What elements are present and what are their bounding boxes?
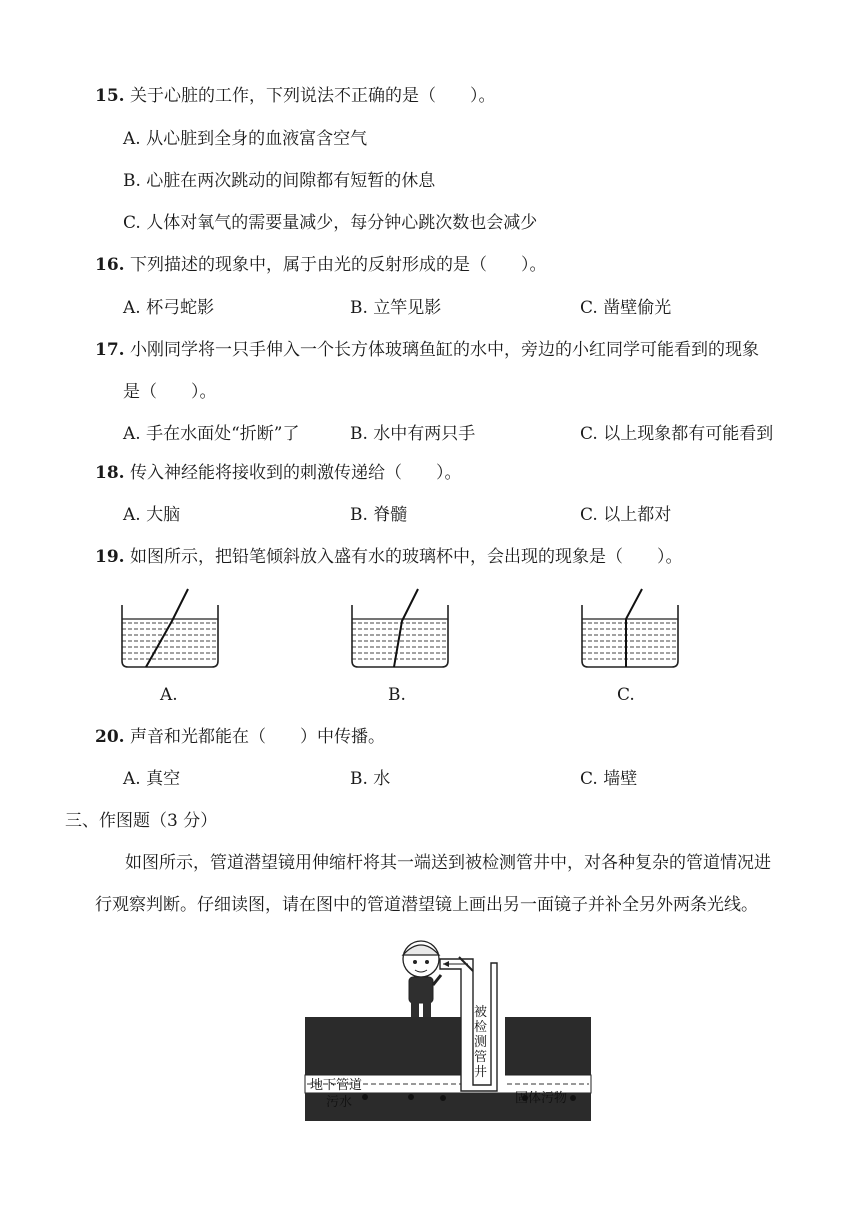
- q16-number: 16.: [95, 255, 125, 275]
- q15-text: 关于心脏的工作，下列说法不正确的是（ ）。: [129, 86, 496, 106]
- q19-stem: [95, 546, 682, 568]
- solid-waste-label: 固体污物: [515, 1091, 568, 1106]
- q17-text: 小刚同学将一只手伸入一个长方体玻璃鱼缸的水中，旁边的小红同学可能看到的现象: [129, 340, 759, 360]
- sewage-label: 污水: [326, 1095, 353, 1110]
- glass-figure-b: [350, 595, 450, 670]
- q20-text: 声音和光都能在（ ）中传播。: [129, 727, 385, 747]
- q18-option-a: A. 大脑: [123, 505, 181, 525]
- q17-stem-cont: 是（ ）。: [123, 382, 217, 402]
- q17-option-b: B. 水中有两只手: [350, 424, 476, 444]
- q15-option-b: B. 心脏在两次跳动的间隙都有短暂的休息: [123, 171, 436, 191]
- q18-stem: [95, 462, 461, 484]
- pencil-b: [394, 589, 418, 667]
- q18-option-b: B. 脊髓: [350, 505, 408, 525]
- q15-number: 15.: [95, 86, 125, 106]
- well-label: 被检测管井: [474, 1005, 488, 1080]
- pipe-label: 地下管道: [310, 1078, 363, 1093]
- section3-paragraph-line1: 如图所示，管道潜望镜用伸缩杆将其一端送到被检测管井中，对各种复杂的管道情况进: [125, 853, 771, 873]
- water-dashes-a: [122, 623, 218, 659]
- glass-outline-c: [582, 605, 678, 667]
- figure-label-c: C.: [617, 685, 635, 705]
- q20-number: 20.: [95, 727, 125, 747]
- glass-figure-a: [120, 595, 220, 670]
- glass-outline-a: [122, 605, 218, 667]
- water-dashes-c: [582, 623, 678, 659]
- q15-stem: [95, 85, 495, 107]
- glass-figure-c: [580, 595, 680, 670]
- q20-option-b: B. 水: [350, 769, 391, 789]
- q17-stem: [95, 339, 759, 361]
- q19-text: 如图所示，把铅笔倾斜放入盛有水的玻璃杯中，会出现的现象是（ ）。: [129, 547, 683, 567]
- figure-label-a: A.: [160, 685, 178, 705]
- q15-option-a: A. 从心脏到全身的血液富含空气: [123, 129, 368, 149]
- q17-number: 17.: [95, 340, 125, 360]
- q19-number: 19.: [95, 547, 125, 567]
- q16-stem: [95, 254, 546, 276]
- section3-paragraph-line2: 行观察判断。仔细读图，请在图中的管道潜望镜上画出另一面镜子并补全另外两条光线。: [95, 895, 758, 915]
- q20-option-a: A. 真空: [123, 769, 181, 789]
- q16-option-b: B. 立竿见影: [350, 298, 442, 318]
- figure-label-b: B.: [388, 685, 406, 705]
- pencil-a: [146, 589, 188, 667]
- q15-option-c: C. 人体对氧气的需要量减少，每分钟心跳次数也会减少: [123, 213, 538, 233]
- q18-option-c: C. 以上都对: [580, 505, 672, 525]
- q17-option-c: C. 以上现象都有可能看到: [580, 424, 774, 444]
- q18-number: 18.: [95, 463, 125, 483]
- q20-stem: [95, 726, 385, 748]
- worker-figure: [403, 941, 441, 1017]
- q17-option-a: A. 手在水面处“折断”了: [123, 424, 300, 444]
- q16-text: 下列描述的现象中，属于由光的反射形成的是（ ）。: [129, 255, 547, 275]
- q16-option-c: C. 凿壁偷光: [580, 298, 672, 318]
- q18-text: 传入神经能将接收到的刺激传递给（ ）。: [129, 463, 462, 483]
- pencil-c: [626, 589, 642, 667]
- q20-option-c: C. 墙壁: [580, 769, 638, 789]
- q16-option-a: A. 杯弓蛇影: [123, 298, 215, 318]
- section3-heading: 三、作图题（3 分）: [65, 811, 218, 831]
